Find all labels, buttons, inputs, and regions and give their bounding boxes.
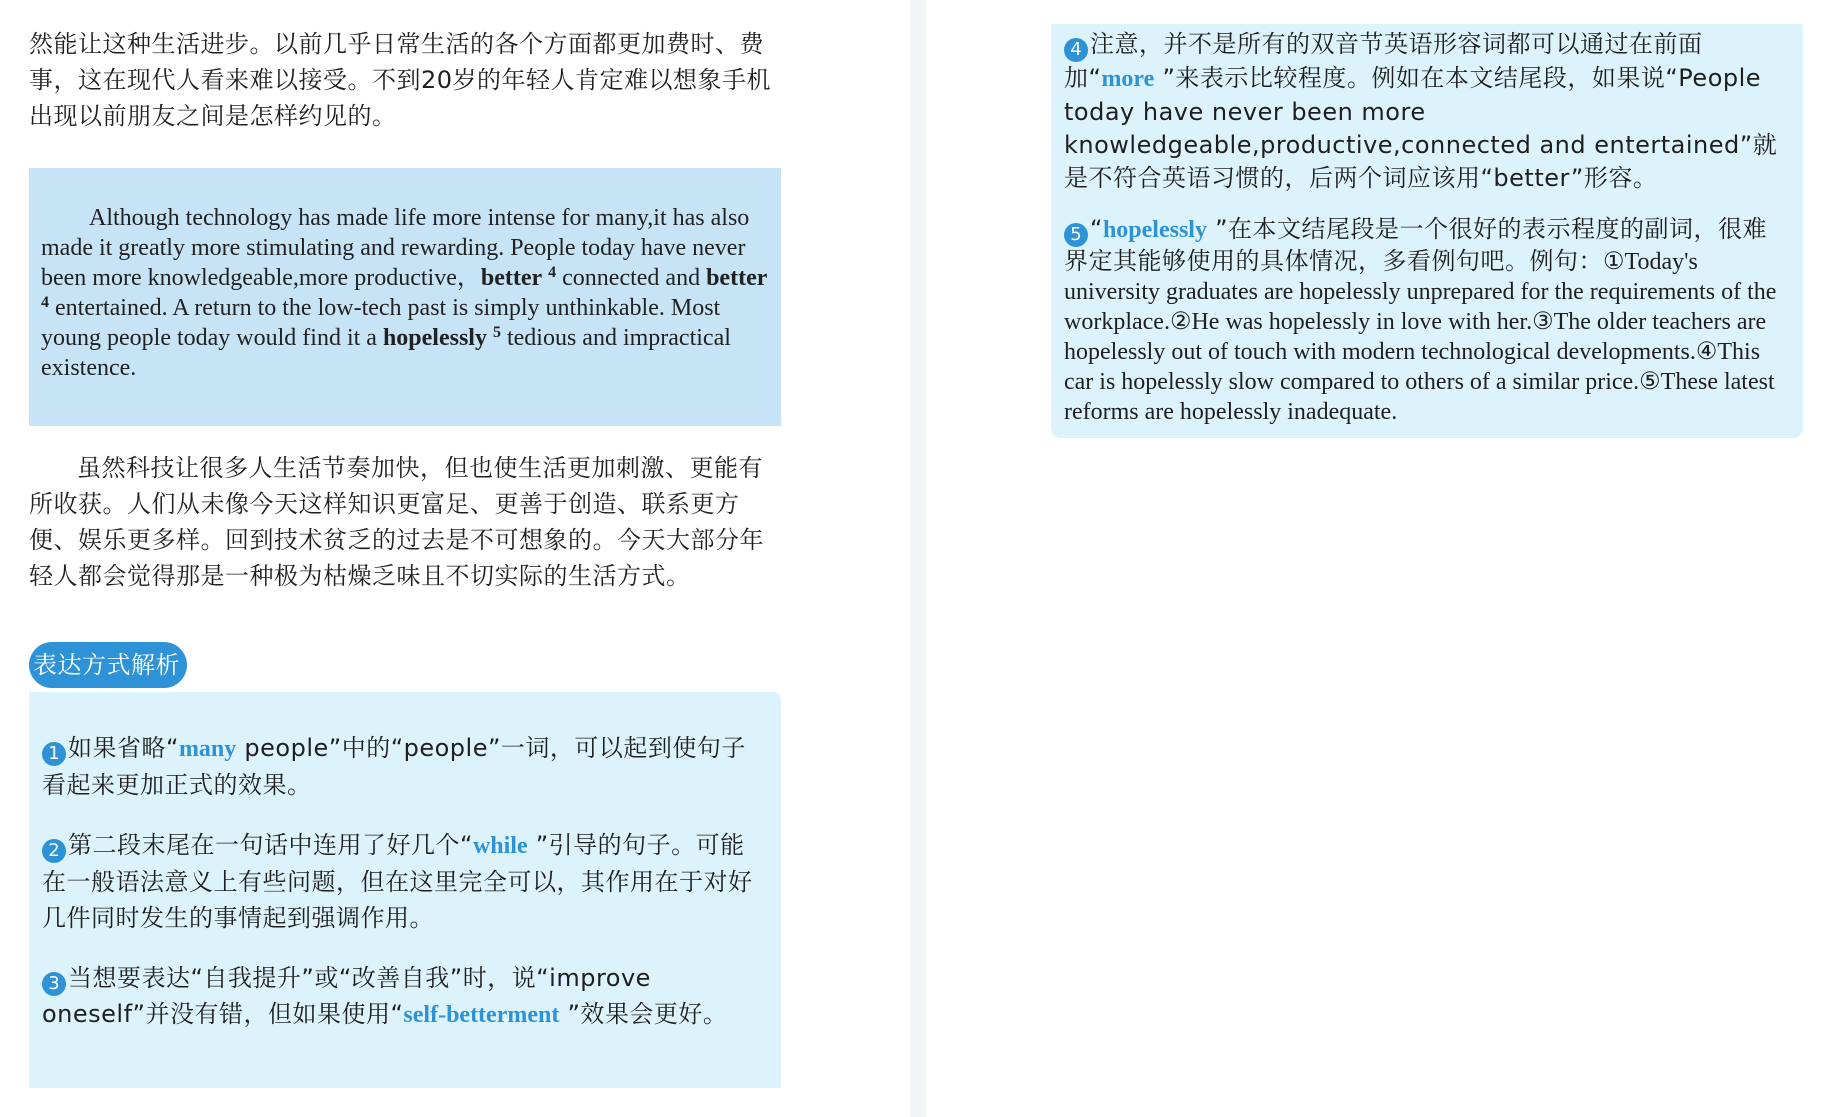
note-3-text-a: 当想要表达“自我提升”或“改善自我”时，说“improve oneself”并没有错，但如果使用“ xyxy=(42,964,651,1028)
page-gutter xyxy=(910,0,926,1117)
note-4-text-b: ”来表示比较程度。例如在本文结尾段，如果说“People today have never been more knowledgeable,productive,connected and entertained”就是不符合英语习惯的，后两个词应该用“better”形容。 xyxy=(1064,64,1778,192)
note-3-highlight: self-betterment xyxy=(403,1002,560,1028)
number-badge-2: 2 xyxy=(42,839,66,863)
note-item-5 xyxy=(1064,215,1791,427)
note-2-text-a: 第二段末尾在一句话中连用了好几个“ xyxy=(68,831,473,859)
english-text-2: connected and xyxy=(556,265,707,291)
english-text-4: tedious and impractical existence. xyxy=(41,325,731,381)
note-4-highlight: more xyxy=(1101,66,1155,92)
english-ref-5: 5 xyxy=(492,324,501,341)
note-item-1 xyxy=(42,730,769,803)
translation-text: 虽然科技让很多人生活节奏加快，但也使生活更加刺激、更能有所收获。人们从未像今天这样知识更富足、更善于创造、联系更方便、娱乐更多样。回到技术贫乏的过去是不可想象的。今天大部分年轻人都会觉得那是一种极为枯燥乏味且不切实际的生活方式。 xyxy=(29,454,764,590)
note-1-text-b: people”中的“people”一词，可以起到使句子看起来更加正式的效果。 xyxy=(42,734,746,799)
note-item-4 xyxy=(1064,28,1791,195)
note-item-2 xyxy=(42,827,769,936)
english-passage-box xyxy=(29,168,781,426)
english-passage xyxy=(41,203,769,383)
english-bold-hopelessly: hopelessly xyxy=(382,325,487,351)
intro-paragraph: 然能让这种生活进步。以前几乎日常生活的各个方面都更加费时、费事，这在现代人看来难以接受。不到20岁的年轻人肯定难以想象手机出现以前朋友之间是怎样约见的。 xyxy=(29,30,772,130)
english-ref-4b: 4 xyxy=(41,294,49,311)
number-badge-4: 4 xyxy=(1064,38,1088,62)
translation-paragraph xyxy=(29,450,781,594)
note-5-text-a: “ xyxy=(1090,215,1103,243)
note-5-text-b: ”在本文结尾段是一个很好的表示程度的副词，很难界定其能够使用的具体情况，多看例句吧。例句： xyxy=(1064,215,1768,275)
note-2-text-b: ”引导的句子。可能在一般语法意义上有些问题，但在这里完全可以，其作用在于对好几件同时发生的事情起到强调作用。 xyxy=(42,831,753,932)
note-4-text-a: 注意，并不是所有的双音节英语形容词都可以通过在前面加“ xyxy=(1064,30,1703,92)
english-text-1: Although technology has made life more intense for many,it has also made it greatly more stimulating and rewarding. People today have never been more knowledgeable,more productive， xyxy=(41,205,750,291)
section-tag: 表达方式解析 xyxy=(29,642,187,688)
note-5-examples: ①Today's university graduates are hopelessly unprepared for the requirements of the workplace.②He was hopelessly in love with her.③The older teachers are hopelessly out of touch with modern technological developments.④This car is hopelessly slow compared to others of a similar price.⑤These latest reforms are hopelessly inadequate. xyxy=(1064,249,1777,425)
note-1-highlight: many xyxy=(178,736,237,762)
note-3-text-b: ”效果会更好。 xyxy=(559,1000,728,1028)
english-ref-4a: 4 xyxy=(548,264,557,281)
notes-box xyxy=(29,692,781,1088)
right-notes-box xyxy=(1051,24,1803,438)
note-5-highlight: hopelessly xyxy=(1102,217,1207,243)
english-bold-better-1: better xyxy=(480,265,543,291)
english-bold-better-2: better xyxy=(706,265,768,291)
note-2-highlight: while xyxy=(472,833,528,859)
number-badge-1: 1 xyxy=(42,742,66,766)
english-text-3: entertained. A return to the low-tech past is simply unthinkable. Most young people today would find it a xyxy=(41,295,721,351)
note-item-3 xyxy=(42,960,769,1033)
number-badge-3: 3 xyxy=(42,972,66,996)
note-1-text-a: 如果省略“ xyxy=(68,734,179,762)
number-badge-5: 5 xyxy=(1064,223,1088,247)
